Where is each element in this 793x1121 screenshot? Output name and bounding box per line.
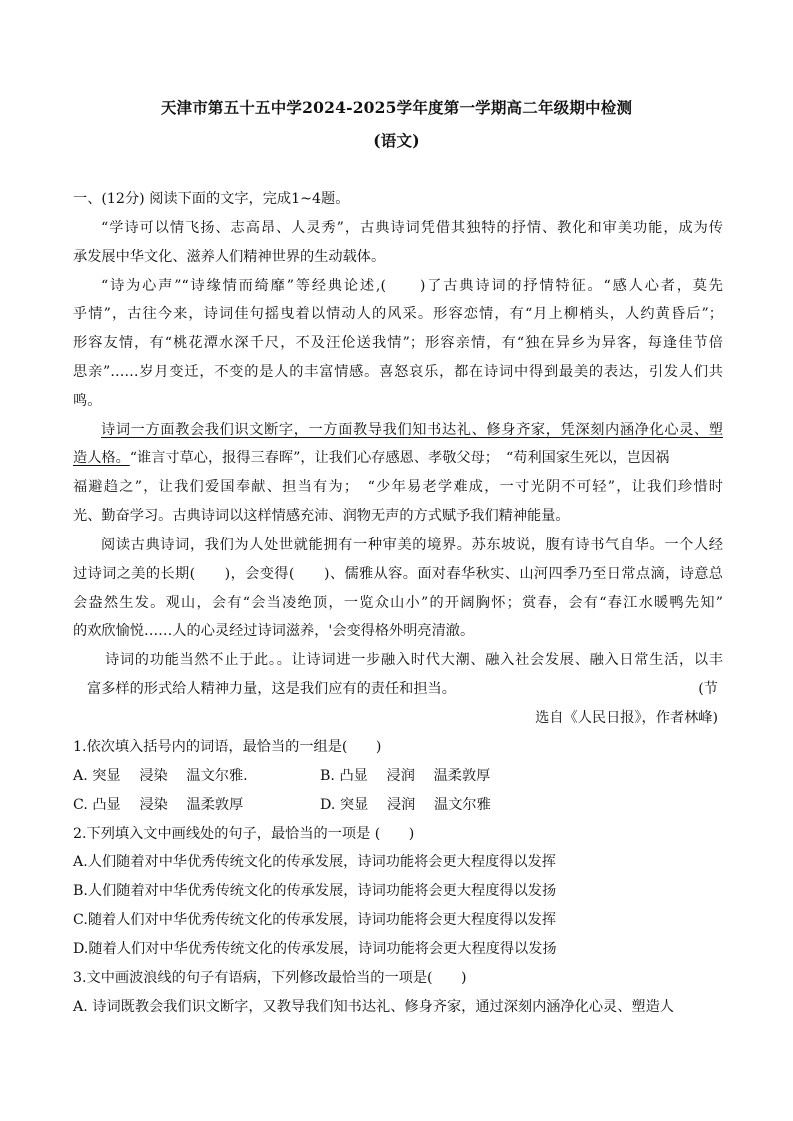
paragraph-line: 的欢欣愉悦……人的心灵经过诗词滋养，'会变得格外明亮清澈。 [73,623,475,639]
paragraph-line: 福避趋之”，让我们爱国奉献、担当有为； “少年易老学难成，一寸光阴不可轻”，让我们珍惜时 [73,479,723,495]
q3-option-a: A. 诗词既教会我们识文断字，又教导我们知书达礼、修身齐家，通过深刻内涵净化心灵、塑造人 [73,999,674,1015]
section-heading: 一、(12分) 阅读下面的文字，完成1~4题。 [73,191,350,207]
paragraph-line: 乎情”，古往今来，诗词佳句摇曳着以情动人的风采。形容恋情，有“月上柳梢头，人约黄昏后”； [73,306,723,322]
paragraph-line: 阅读古典诗词，我们为人处世就能拥有一种审美的境界。苏东坡说，腹有诗书气自华。一个人经 [101,537,723,553]
page-title: 天津市第五十五中学2024-2025学年度第一学期高二年级期中检测 [160,98,633,117]
paragraph-line: 鸣。 [73,393,102,409]
q1-option-d: D. 突显 浸润 温文尔雅 [320,797,491,813]
paragraph-line: 承发展中华文化、滋养人们精神世界的生动载体。 [73,249,386,265]
q2-option-d: D.随着人们对中华优秀传统文化的传承发展，诗词功能将会更大程度得以发扬 [73,941,557,957]
paragraph-line: 光、勤奋学习。古典诗词以这样情感充沛、润物无声的方式赋予我们精神能量。 [73,508,570,524]
paragraph-line: 思亲”……岁月变迁，不变的是人的丰富情感。喜怒哀乐，都在诗词中得到最美的表达，引发人们共 [73,364,723,380]
paragraph-line: 形容友情，有“桃花潭水深千尺，不及汪伦送我情”；形容亲情，有“独在异乡为异客，每逢佳节倍 [73,335,723,351]
q2-option-a: A.人们随着对中华优秀传统文化的传承发展，诗词功能将会更大程度得以发挥 [73,854,556,870]
q1-option-c: C. 凸显 浸染 温柔敦厚 [73,797,244,813]
underlined-sentence: 诗词一方面教会我们识文断字，一方面教导我们知书达礼、修身齐家，凭深刻内涵净化心灵、塑 [101,422,723,438]
paragraph-line: “学诗可以情飞扬、志高昂、人灵秀”，古典诗词凭借其独特的抒情、教化和审美功能，成为传 [101,220,723,236]
paragraph-line: 过诗词之美的长期( )，会变得( )、儒雅从容。面对春华秋实、山河四季乃至日常点滴，诗意总 [73,566,723,582]
question-stem-3: 3.文中画波浪线的句子有语病，下列修改最恰当的一项是( ) [73,970,467,986]
question-stem-2: 2.下列填入文中画线处的句子，最恰当的一项是 ( ) [73,826,415,842]
page-subtitle: (语文) [373,131,420,150]
q1-option-b: B. 凸显 浸润 温柔敦厚 [320,768,491,784]
question-stem-1: 1.依次填入括号内的词语，最恰当的一组是( ) [73,739,382,755]
q1-option-a: A. 突显 浸染 温文尔雅. [73,768,248,784]
paragraph-line-rest: “谁言寸草心，报得三春晖”，让我们心存感恩、孝敬父母； “苟利国家生死以，岂因祸 [129,450,670,466]
underlined-sentence-end: 造人格。 [73,450,130,466]
paragraph-line [73,449,669,467]
paragraph-line: 会盎然生发。观山，会有“会当凌绝顶，一览众山小”的开阔胸怀；赏春，会有“春江水暖鸭先知” [73,595,723,611]
paragraph-line: 富多样的形式给人精神力量，这是我们应有的责任和担当。 [87,681,456,697]
q2-option-b: B.人们随着对中华优秀传统文化的传承发展，诗词功能将会更大程度得以发扬 [73,883,557,899]
paragraph-line: “诗为心声”“诗缘情而绮靡”等经典论述,( )了古典诗词的抒情特征。“感人心者，莫先 [101,278,723,294]
paragraph-line: 诗词的功能当然不止于此。。让诗词进一步融入时代大潮、融入社会发展、融入日常生活，以丰 [105,652,723,668]
source-note: (节 [698,681,718,697]
q2-option-c: C.随着人们对中华优秀传统文化的传承发展，诗词功能将会更大程度得以发挥 [73,912,557,928]
source-note: 选自《人民日报》，作者林峰) [535,710,718,726]
